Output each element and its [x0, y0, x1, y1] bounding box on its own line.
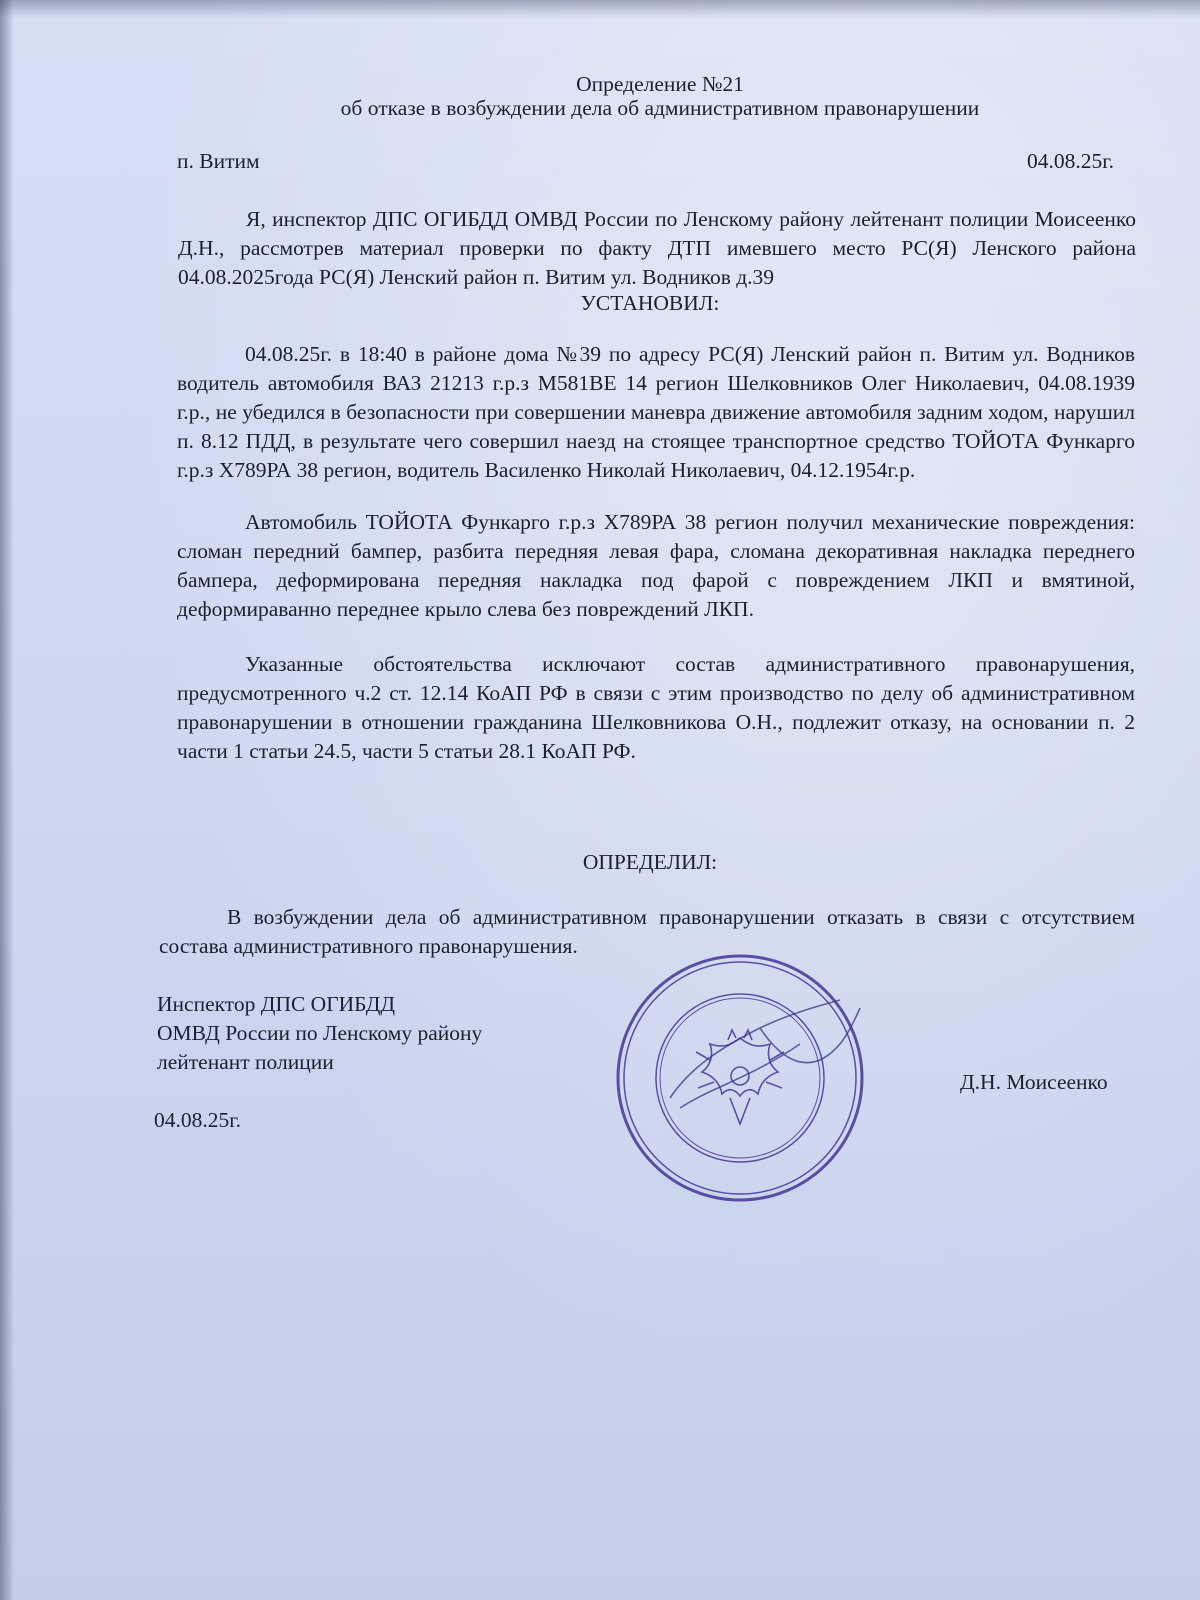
document-place: п. Витим — [177, 149, 260, 173]
paragraph-damage — [177, 508, 1135, 624]
paragraph-incident — [177, 340, 1135, 485]
document-date: 04.08.25г. — [1027, 149, 1115, 173]
document-subtitle: об отказе в возбуждении дела об административном правонарушении — [340, 96, 980, 120]
official-seal-stamp — [610, 948, 870, 1208]
section-heading-ustanovil: УСТАНОВИЛ: — [580, 291, 720, 315]
paragraph-damage-text: Автомобиль ТОЙОТА Функарго г.р.з Х789РА 38 регион получил механические повреждения: сломан передний бампер, разбита передняя левая фара, сломана декоративная накладка переднего бампера, деформирована передняя накладка под фарой с повреждением ЛКП и вмятиной, деформираванно переднее крыло слева без повреждений ЛКП. — [177, 510, 1135, 621]
paragraph-circumstances — [177, 650, 1135, 766]
signature-name: Д.Н. Моисеенко — [960, 1070, 1108, 1094]
paragraph-decision-text: В возбуждении дела об административном правонарушении отказать в связи с отсутствием состава административного правонарушения. — [159, 905, 1135, 958]
document-title: Определение №21 — [576, 72, 744, 96]
section-heading-opredelil: ОПРЕДЕЛИЛ: — [582, 850, 718, 874]
intro-paragraph — [178, 205, 1136, 292]
signature-position-line3: лейтенант полиции — [157, 1050, 334, 1074]
signature-date: 04.08.25г. — [154, 1108, 242, 1132]
paragraph-incident-text: 04.08.25г. в 18:40 в районе дома №39 по адресу РС(Я) Ленский район п. Витим ул. Водников водитель автомобиля ВАЗ 21213 г.р.з М581ВЕ 14 регион Шелковников Олег Николаевич, 04.08.1939 г.р., не убедился в безопасности при совершении маневра движение автомобиля задним ходом, нарушил п. 8.12 ПДД, в результате чего совершил наезд на стоящее транспортное средство ТОЙОТА Функарго г.р.з Х789РА 38 регион, водитель Василенко Николай Николаевич, 04.12.1954г.р. — [177, 342, 1135, 482]
paragraph-circumstances-text: Указанные обстоятельства исключают состав административного правонарушения, предусмотренного ч.2 ст. 12.14 КоАП РФ в связи с этим производство по делу об административном правонарушении в отношении гражданина Шелковникова О.Н., подлежит отказу, на основании п. 2 части 1 статьи 24.5, части 5 статьи 28.1 КоАП РФ. — [177, 652, 1135, 763]
signature-block — [157, 990, 482, 1077]
intro-text: Я, инспектор ДПС ОГИБДД ОМВД России по Ленскому району лейтенант полиции Моисеенко Д.Н., рассмотрев материал проверки по факту ДТП имевшего место РС(Я) Ленского района 04.08.2025года РС(Я) Ленский район п. Витим ул. Водников д.39 — [178, 207, 1136, 289]
signature-position-line1: Инспектор ДПС ОГИБДД — [157, 992, 396, 1016]
signature-position-line2: ОМВД России по Ленскому району — [157, 1021, 483, 1045]
